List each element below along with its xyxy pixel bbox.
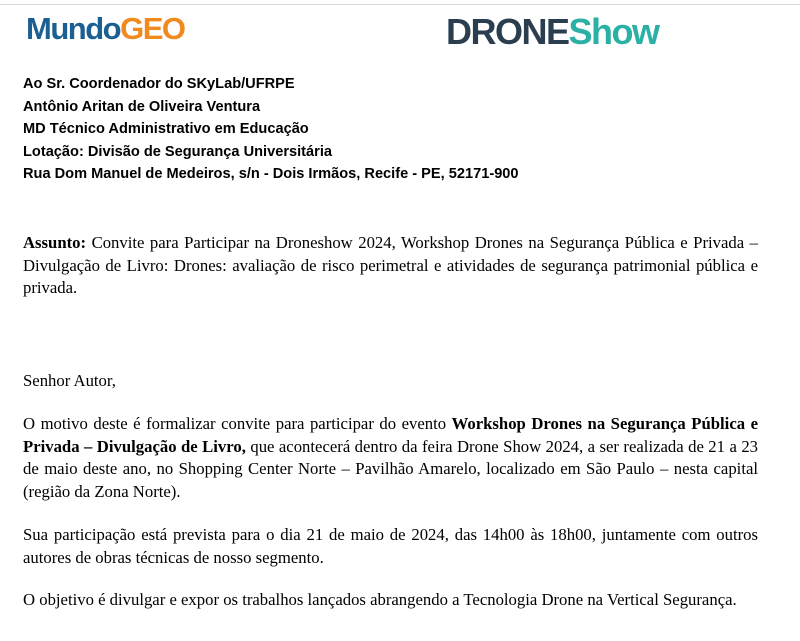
objective-paragraph: O objetivo é divulgar e expor os trabalhos lançados abrangendo a Tecnologia Drone na Vertical Segurança. bbox=[23, 590, 737, 609]
invitation-text-end: que acontecerá dentro da feira Drone Show 2024, a ser realizada de 21 a 23 de maio deste ano, no Shopping Center Norte – Pavilhão Amarelo, localizado em São Paulo – nesta capital (região da Zona Norte). bbox=[23, 436, 759, 501]
droneshow-logo bbox=[446, 11, 659, 53]
address-line-recipient-role: MD Técnico Administrativo em Educação bbox=[23, 121, 309, 138]
subject-text: Convite para Participar na Droneshow 2024, Workshop Drones na Segurança Pública e Privada – Divulgação de Livro: Drones: avaliação de risco perimetral e atividades de segurança patrimonial pública e privada. bbox=[23, 233, 758, 297]
schedule-paragraph: Sua participação está prevista para o dia 21 de maio de 2024, das 14h00 às 18h00, juntamente com outros autores de obras técnicas de nosso segmento. bbox=[23, 525, 758, 567]
recipient-address-block bbox=[23, 73, 519, 186]
address-line-recipient-title: Ao Sr. Coordenador do SKyLab/UFRPE bbox=[23, 76, 295, 92]
droneshow-logo-show: Show bbox=[568, 11, 659, 52]
subject-label: Assunto: bbox=[23, 233, 87, 252]
address-line-street: Rua Dom Manuel de Medeiros, s/n - Dois Irmãos, Recife - PE, 52171-900 bbox=[23, 166, 519, 183]
mundogeo-logo-mundo: Mundo bbox=[26, 11, 121, 46]
invitation-text-start: O motivo deste é formalizar convite para participar do evento bbox=[23, 414, 452, 433]
droneshow-logo-drone: DRONE bbox=[446, 11, 569, 52]
mundogeo-logo bbox=[26, 9, 184, 49]
address-line-recipient-name: Antônio Aritan de Oliveira Ventura bbox=[23, 98, 261, 115]
top-divider bbox=[0, 4, 800, 5]
event-name-bold: Workshop Drones na Segurança Pública e Privada – Divulgação de Livro, bbox=[23, 414, 758, 456]
salutation: Senhor Autor, bbox=[23, 371, 116, 390]
address-line-recipient-department: Lotação: Divisão de Segurança Universitária bbox=[23, 143, 333, 160]
subject-paragraph bbox=[23, 232, 758, 300]
mundogeo-logo-geo: GEO bbox=[120, 11, 185, 46]
invitation-paragraph bbox=[23, 413, 758, 503]
